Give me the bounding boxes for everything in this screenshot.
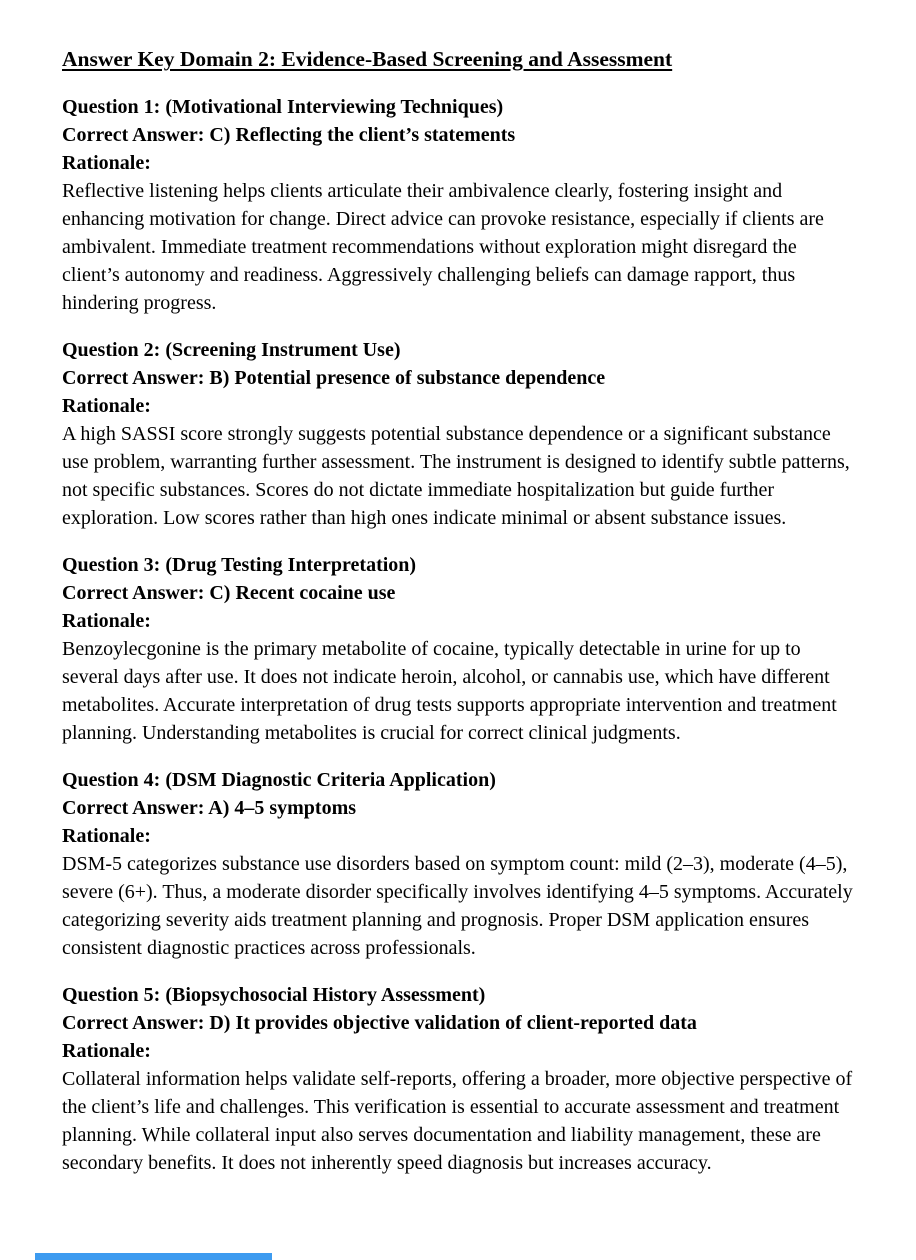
bottom-partial-highlight-bar <box>35 1253 272 1260</box>
question-heading: Question 2: (Screening Instrument Use) <box>62 339 401 361</box>
rationale-text: Reflective listening helps clients articulate their ambivalence clearly, fostering insight and enhancing motivation for change. Direct advice can provoke resistance, especially if clients are ambivalent. Immediate treatment recommendations without exploration might disregard the client’s autonomy and readiness. Aggressively challenging beliefs can damage rapport, thus hindering progress. <box>62 180 824 314</box>
correct-answer: Correct Answer: D) It provides objective validation of client-reported data <box>62 1012 697 1034</box>
rationale-text: DSM-5 categorizes substance use disorders based on symptom count: mild (2–3), moderate (4–5), severe (6+). Thus, a moderate disorder specifically involves identifying 4–5 symptoms. Accurately categorizing severity aids treatment planning and prognosis. Proper DSM application ensures consistent diagnostic practices across professionals. <box>62 853 853 959</box>
rationale-text: Benzoylecgonine is the primary metabolite of cocaine, typically detectable in urine for up to several days after use. It does not indicate heroin, alcohol, or cannabis use, which have different metabolites. Accurate interpretation of drug tests supports appropriate intervention and treatment planning. Understanding metabolites is crucial for correct clinical judgments. <box>62 638 837 744</box>
question-heading: Question 5: (Biopsychosocial History Assessment) <box>62 984 486 1006</box>
rationale-text: Collateral information helps validate self-reports, offering a broader, more objective perspective of the client’s life and challenges. This verification is essential to accurate assessment and treatment planning. While collateral input also serves documentation and liability management, these are secondary benefits. It does not inherently speed diagnosis but increases accuracy. <box>62 1068 853 1174</box>
question-heading: Question 1: (Motivational Interviewing Techniques) <box>62 96 504 118</box>
question-block-2 <box>62 336 856 532</box>
question-block-1 <box>62 93 856 317</box>
question-block-3 <box>62 551 856 747</box>
rationale-label: Rationale: <box>62 1040 151 1062</box>
rationale-label: Rationale: <box>62 152 151 174</box>
correct-answer: Correct Answer: B) Potential presence of substance dependence <box>62 367 606 389</box>
question-heading: Question 4: (DSM Diagnostic Criteria Application) <box>62 769 496 791</box>
rationale-label: Rationale: <box>62 395 151 417</box>
question-heading: Question 3: (Drug Testing Interpretation) <box>62 554 417 576</box>
rationale-text: A high SASSI score strongly suggests potential substance dependence or a significant substance use problem, warranting further assessment. The instrument is designed to identify subtle patterns, not specific substances. Scores do not dictate immediate hospitalization but guide further exploration. Low scores rather than high ones indicate minimal or absent substance issues. <box>62 423 850 529</box>
page-title: Answer Key Domain 2: Evidence-Based Screening and Assessment <box>62 47 673 71</box>
correct-answer: Correct Answer: A) 4–5 symptoms <box>62 797 357 819</box>
correct-answer: Correct Answer: C) Recent cocaine use <box>62 582 396 604</box>
question-block-4 <box>62 766 856 962</box>
rationale-label: Rationale: <box>62 825 151 847</box>
correct-answer: Correct Answer: C) Reflecting the client’s statements <box>62 124 516 146</box>
question-block-5 <box>62 981 856 1177</box>
rationale-label: Rationale: <box>62 610 151 632</box>
